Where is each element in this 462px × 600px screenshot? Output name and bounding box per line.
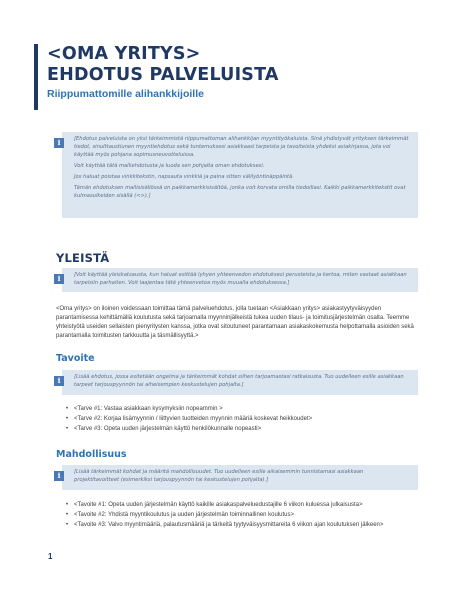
info-icon: i [54, 274, 64, 284]
list-item: • <Tavoite #3: Valvo myyntimääriä, palautusmääriä ja tärkeitä tyytyväisyysmittareita 6 viikon ajan koulutuksen jälkeen> [66, 521, 416, 530]
list-item: • <Tarve #1: Vastaa asiakkaan kysymyksiin nopeammin > [66, 405, 416, 414]
page-number: 1 [48, 552, 53, 561]
document-header [34, 44, 434, 110]
tip-paragraph: Jos haluat poistaa vinkkitekstin, napsauta vinkkiä ja paina sitten välilyöntinäppäintä. [74, 174, 294, 181]
mahdollisuus-list [66, 501, 416, 532]
list-item: • <Tarve #3: Opeta uuden järjestelmän käyttö henkilökunnalle nopeasti> [66, 425, 416, 434]
section-heading-mahdollisuus: Mahdollisuus [56, 449, 127, 460]
yleista-body-text: <Oma yritys> on iloinen voidessaan toimittaa tämä palveluehdotus, jolla tuetaan <Asiakkaan yritys> asiakastyytyväisyyden parantamisessa kehittämällä koulutusta sekä tarjoamalla myynninjälkeistä tukea uuden tilaus- ja toimitusjärjestelmän osalta. Teemme yhteistyötä useiden sellaisten pienyritysten kanssa, jotka ovat sitoutuneet parantamaan asiakaskokemusta helpottamalla asioiden sekä parantamalla toimitusten tarkkuutta ja täsmällisyyttä.> [56, 306, 414, 339]
tavoite-list [66, 405, 416, 436]
tip-text: [Lisää ehdotus, jossa esitetään ongelma ja tärkeimmät kohdat siihen tarjoamastasi ratkaisusta. Tuo uudelleen esille asiakkaan tarpeet tarjouspyynnön tai aiheisempien keskustelujen pohjalta.] [74, 374, 404, 388]
document-subtitle: Riippumattomille alihankkijoille [47, 88, 204, 100]
mahdollisuus-tip-box[interactable] [57, 465, 418, 490]
list-item: • <Tavoite #1: Opeta uuden järjestelmän käyttö kaikille asiakaspalveluedustajille 6 viikon kuluessa julkaisusta> [66, 501, 416, 510]
tip-text: [Voit käyttää yleiskatsausta, kun haluat esittää lyhyen yhteenvedon ehdotuksesi perusteista ja kertoa, miten vastaat asiakkaan tarpeisiin parhaiten. Voit laajentaa tätä yhteenvetoa myös muualla ehdotuksessa.] [74, 272, 407, 286]
section-heading-tavoite: Tavoite [56, 353, 95, 364]
tip-paragraph: Tämän ehdotuksen mallisisällössä on paikkamerkkisisältöä, jonka voit korvata omilla tiedoillasi. Kaikki paikkamerkkitekstit ovat kulmasulkeiden sisällä (<>).] [74, 185, 406, 200]
tavoite-tip-box[interactable] [57, 370, 418, 395]
section-heading-yleista: YLEISTÄ [56, 251, 110, 265]
info-icon: i [54, 376, 64, 386]
tip-text: [Lisää tärkeimmät kohdat ja määritä mahdollisuudet. Tuo uudelleen esille aikaisemmin tunnistamasi asiakkaan projektitavoitteet (esimerkiksi tarjouspyynnön tai keskustelujen pohjalta).] [74, 469, 364, 483]
info-icon: i [54, 471, 64, 481]
info-icon: i [54, 138, 64, 148]
yleista-tip-box[interactable] [57, 268, 418, 292]
list-item: • <Tavoite #2: Yhdistä myyntikoulutus ja uuden järjestelmän toiminnallinen koulutus> [66, 511, 416, 520]
list-item: • <Tarve #2: Korjaa lisämyynnin / liittyvien tuotteiden myynnin määriä koskevat heikkoudet> [66, 415, 416, 424]
document-title: EHDOTUS PALVELUISTA [47, 65, 279, 85]
company-name: <OMA YRITYS> [47, 44, 201, 64]
intro-tip-box[interactable] [57, 132, 418, 218]
tip-paragraph: [Ehdotus palveluista on yksi tärkeimmistä riippumattoman alihankkijan myyntityökaluista. Sinä yhdistyvät yrityksen tärkeimmät tiedot, sinulttaustiunen myyntiehdotus sekä tuntemuksesi asiakkaasi tarpeista ja tavoiteista yhdeksi asiakirjassa, jota voi käyttää myös pohjana sopimusneuvotteluissa. [74, 136, 409, 158]
tip-paragraph: Voit käyttää tätä malliehdotusta ja luoda sen pohjalta oman ehdotuksesi. [74, 162, 265, 169]
